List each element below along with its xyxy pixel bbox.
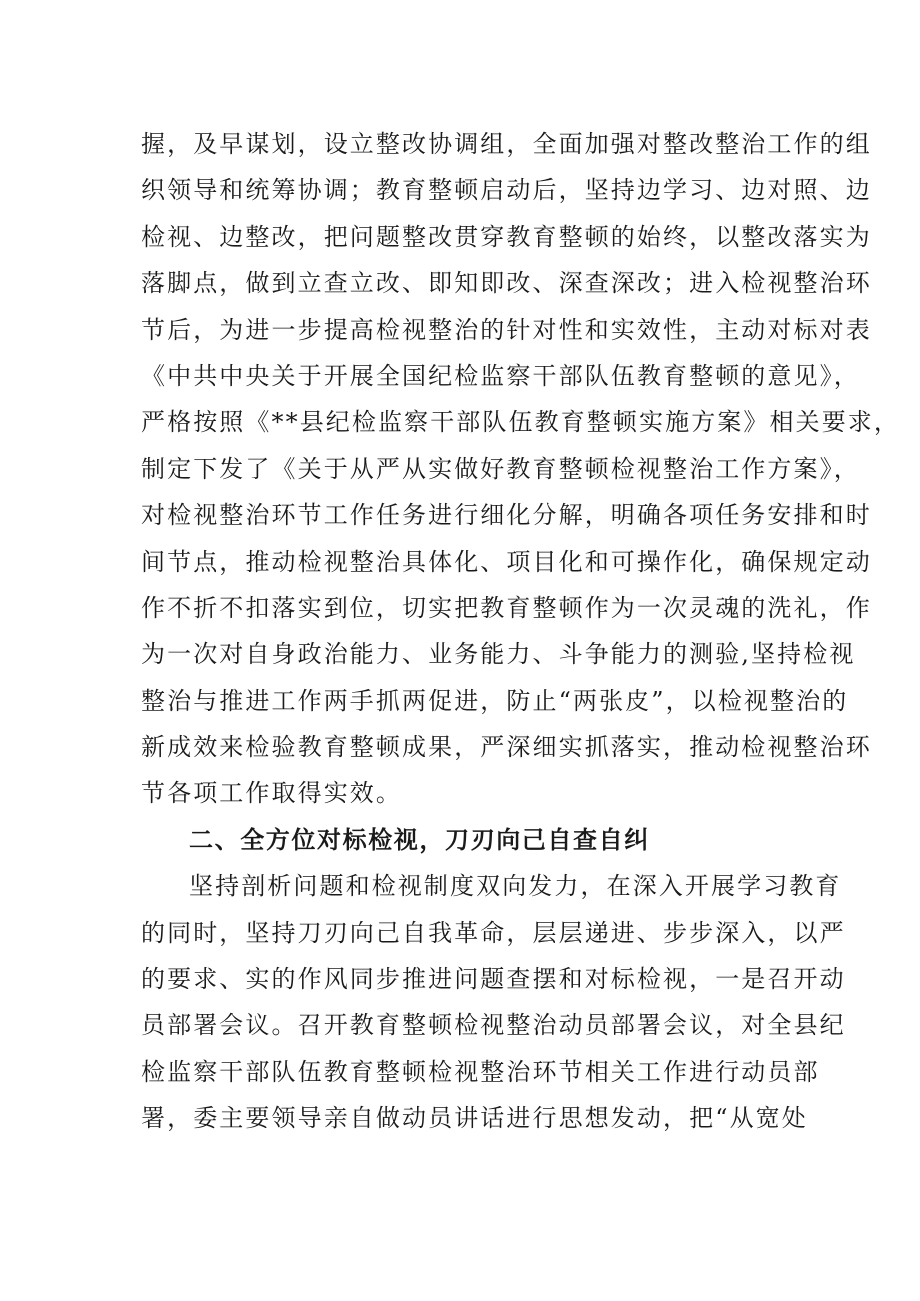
- paragraph-1-line-1: 握，及早谋划，设立整改协调组，全面加强对整改整治工作的组: [141, 130, 872, 158]
- paragraph-1-line-5: 节后，为进一步提高检视整治的针对性和实效性，主动对标对表: [141, 315, 872, 344]
- paragraph-2-line-5: 检监察干部队伍教育整顿检视整治环节相关工作进行动员部: [141, 1057, 820, 1086]
- paragraph-1-line-6: 《中共中央关于开展全国纪检监察干部队伍教育整顿的意见》，: [141, 361, 860, 390]
- paragraph-1-line-3: 检视、边整改，把问题整改贯穿教育整顿的始终，以整改落实为: [141, 222, 872, 251]
- paragraph-1-line-2: 织领导和统筹协调；教育整顿启动后，坚持边学习、边对照、边: [141, 176, 872, 205]
- paragraph-1-line-4: 落脚点，做到立查立改、即知即改、深查深改；进入检视整治环: [141, 269, 872, 298]
- paragraph-2-line-4: 员部署会议。召开教育整顿检视整治动员部署会议，对全县纪: [141, 1011, 846, 1040]
- paragraph-1-line-13: 整治与推进工作两手抓两促进，防止“两张皮”，以检视整治的: [141, 686, 849, 715]
- paragraph-1-line-10: 间节点，推动检视整治具体化、项目化和可操作化，确保规定动: [141, 547, 872, 576]
- paragraph-1-line-15: 节各项工作取得实效。: [141, 779, 402, 808]
- paragraph-2-line-2: 的同时，坚持刀刃向己自我革命，层层递进、步步深入，以严: [141, 918, 846, 947]
- document-body: [141, 121, 900, 1142]
- paragraph-1-line-8: 制定下发了《关于从严从实做好教育整顿检视整治工作方案》，: [141, 454, 860, 483]
- paragraph-1-line-11: 作不折不扣落实到位，切实把教育整顿作为一次灵魂的洗礼，作: [141, 593, 872, 622]
- section-heading: 二、全方位对标检视，刀刃向己自查自纠: [189, 825, 650, 854]
- paragraph-1-line-9: 对检视整治环节工作任务进行细化分解，明确各项任务安排和时: [141, 501, 872, 530]
- paragraph-2-line-6: 署，委主要领导亲自做动员讲话进行思想发动，把“从宽处: [141, 1104, 808, 1133]
- paragraph-1-line-14: 新成效来检验教育整顿成果，严深细实抓落实，推动检视整治环: [141, 733, 872, 762]
- paragraph-2-line-3: 的要求、实的作风同步推进问题查摆和对标检视，一是召开动: [141, 965, 846, 994]
- paragraph-1-line-12: 为一次对自身政治能力、业务能力、斗争能力的测验,坚持检视: [141, 640, 856, 669]
- paragraph-1-line-7: 严格按照《**县纪检监察干部队伍教育整顿实施方案》相关要求，: [141, 408, 900, 437]
- paragraph-2-line-1: 坚持剖析问题和检视制度双向发力，在深入开展学习教育: [189, 872, 842, 901]
